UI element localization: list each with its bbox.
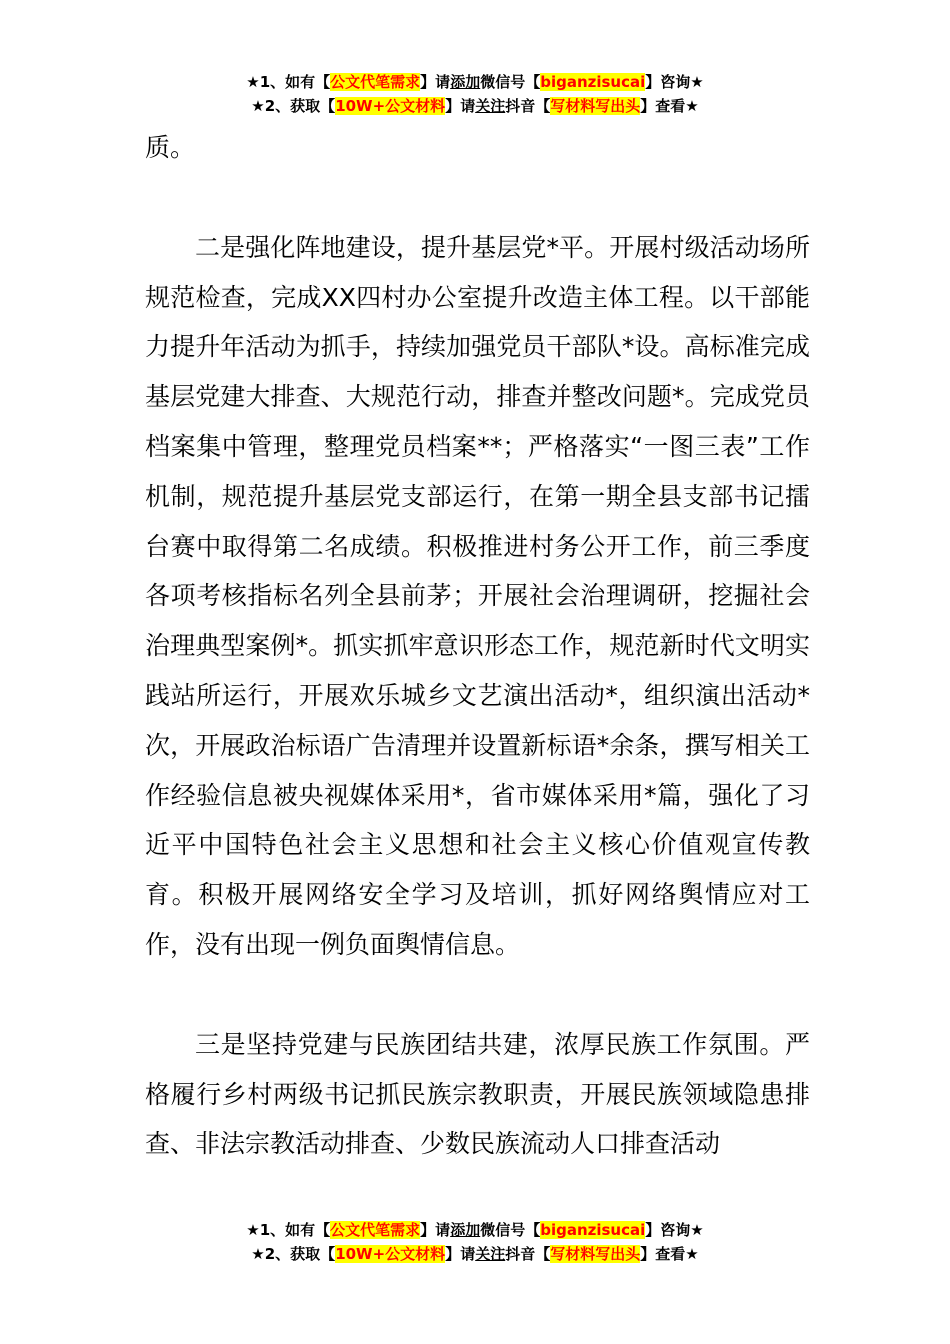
- banner-text: ★2、获取【: [251, 1245, 336, 1263]
- banner-underline: 添加: [450, 1221, 481, 1239]
- banner-text: 抖音【: [505, 97, 551, 115]
- banner-highlight-wechat: biganzisucai: [540, 1221, 646, 1239]
- banner-text: 】请: [445, 97, 476, 115]
- banner-text: 】请: [420, 73, 451, 91]
- banner-text: 】请: [445, 1245, 476, 1263]
- banner-highlight-wechat: biganzisucai: [540, 73, 646, 91]
- banner-text: 】查看★: [640, 97, 699, 115]
- banner-text: 】查看★: [640, 1245, 699, 1263]
- banner-highlight-douyin: 写材料写出头: [550, 1245, 641, 1263]
- banner-line-1: [0, 1218, 950, 1242]
- banner-text: 】请: [420, 1221, 451, 1239]
- paragraph-gap: [145, 970, 810, 1020]
- banner-line-2: [0, 94, 950, 118]
- banner-underline: 添加: [450, 73, 481, 91]
- banner-highlight-douyin: 写材料写出头: [550, 97, 641, 115]
- banner-text: 】咨询★: [645, 1221, 704, 1239]
- banner-text: ★1、如有【: [246, 73, 331, 91]
- banner-text: 抖音【: [505, 1245, 551, 1263]
- banner-highlight-service: 公文代笔需求: [330, 1221, 421, 1239]
- banner-text: 微信号【: [480, 73, 541, 91]
- banner-text: ★2、获取【: [251, 97, 336, 115]
- banner-highlight-materials: 10W+公文材料: [335, 1245, 446, 1263]
- banner-text: 微信号【: [480, 1221, 541, 1239]
- paragraph-gap: [145, 173, 810, 223]
- banner-highlight-service: 公文代笔需求: [330, 73, 421, 91]
- banner-text: ★1、如有【: [246, 1221, 331, 1239]
- document-body: [145, 123, 810, 1169]
- banner-underline: 关注: [475, 97, 506, 115]
- footer-banner: [0, 1218, 950, 1266]
- banner-line-2: [0, 1242, 950, 1266]
- paragraph-position-building: 二是强化阵地建设，提升基层党*平。开展村级活动场所规范检查，完成XX四村办公室提升改造主体工程。以干部能力提升年活动为抓手，持续加强党员干部队*设。高标准完成基层党建大排查、大规范行动，排查并整改问题*。完成党员档案集中管理，整理党员档案**；严格落实“一图三表”工作机制，规范提升基层党支部运行，在第一期全县支部书记擂台赛中取得第二名成绩。积极推进村务公开工作，前三季度各项考核指标名列全县前茅；开展社会治理调研，挖掘社会治理典型案例*。抓实抓牢意识形态工作，规范新时代文明实践站所运行，开展欢乐城乡文艺演出活动*，组织演出活动*次，开展政治标语广告清理并设置新标语*余条，撰写相关工作经验信息被央视媒体采用*，省市媒体采用*篇，强化了习近平中国特色社会主义思想和社会主义核心价值观宣传教育。积极开展网络安全学习及培训，抓好网络舆情应对工作，没有出现一例负面舆情信息。: [145, 232, 810, 959]
- banner-text: 】咨询★: [645, 73, 704, 91]
- banner-underline: 关注: [475, 1245, 506, 1263]
- header-banner: [0, 70, 950, 118]
- banner-line-1: [0, 70, 950, 94]
- paragraph-ethnic-unity: 三是坚持党建与民族团结共建，浓厚民族工作氛围。严格履行乡村两级书记抓民族宗教职责，开展民族领域隐患排查、非法宗教活动排查、少数民族流动人口排查活动: [145, 1029, 810, 1159]
- banner-highlight-materials: 10W+公文材料: [335, 97, 446, 115]
- paragraph-fragment: 质。: [145, 133, 196, 162]
